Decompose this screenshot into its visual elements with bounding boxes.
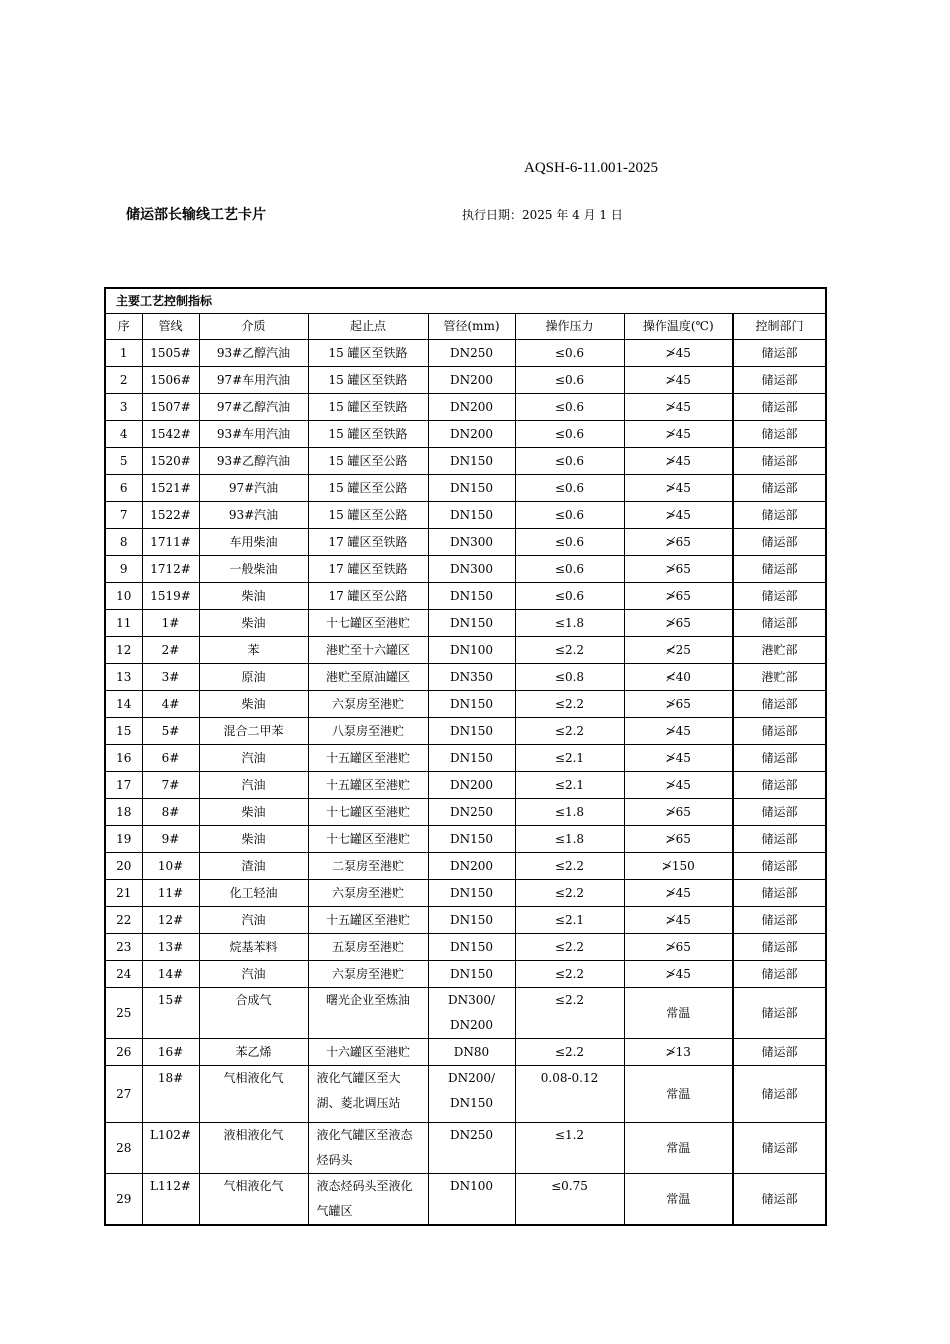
table-row	[105, 556, 826, 583]
operating-pressure: ≤2.2	[515, 691, 624, 718]
control-department: 储运部	[733, 475, 826, 502]
medium: 化工轻油	[199, 880, 308, 907]
pipeline-id: 1506#	[142, 367, 199, 394]
row-number: 10	[105, 583, 142, 610]
operating-temperature: ≯45	[624, 880, 733, 907]
route: 17 罐区至铁路	[308, 556, 428, 583]
operating-pressure: ≤2.1	[515, 907, 624, 934]
operating-temperature: ≯45	[624, 340, 733, 367]
pipeline-id: L112#	[142, 1174, 199, 1226]
control-department: 储运部	[733, 772, 826, 799]
control-department: 储运部	[733, 529, 826, 556]
row-number: 27	[105, 1066, 142, 1123]
route: 港贮至十六罐区	[308, 637, 428, 664]
operating-pressure: ≤2.1	[515, 772, 624, 799]
pipeline-id: 11#	[142, 880, 199, 907]
control-department: 储运部	[733, 610, 826, 637]
route: 15 罐区至铁路	[308, 421, 428, 448]
pipeline-id: 1520#	[142, 448, 199, 475]
pipe-diameter	[428, 1066, 515, 1123]
operating-temperature: ≯45	[624, 718, 733, 745]
route: 十五罐区至港贮	[308, 745, 428, 772]
operating-temperature: ≯45	[624, 448, 733, 475]
row-number: 19	[105, 826, 142, 853]
route: 15 罐区至公路	[308, 448, 428, 475]
row-number: 11	[105, 610, 142, 637]
medium: 烷基苯料	[199, 934, 308, 961]
operating-pressure: ≤2.2	[515, 718, 624, 745]
pipe-diameter	[428, 988, 515, 1039]
table-row	[105, 421, 826, 448]
pipeline-id: 13#	[142, 934, 199, 961]
operating-pressure: ≤1.8	[515, 826, 624, 853]
control-department: 储运部	[733, 907, 826, 934]
medium: 汽油	[199, 745, 308, 772]
operating-pressure: ≤0.6	[515, 475, 624, 502]
pipeline-id: 4#	[142, 691, 199, 718]
route: 15 罐区至公路	[308, 475, 428, 502]
column-header: 控制部门	[733, 314, 826, 340]
document-title: 储运部长输线工艺卡片	[126, 207, 266, 223]
row-number: 21	[105, 880, 142, 907]
route: 六泵房至港贮	[308, 691, 428, 718]
operating-pressure: ≤0.6	[515, 394, 624, 421]
pipeline-id: 12#	[142, 907, 199, 934]
operating-pressure: ≤1.8	[515, 610, 624, 637]
table-row	[105, 1123, 826, 1174]
control-department: 储运部	[733, 691, 826, 718]
medium: 97#车用汽油	[199, 367, 308, 394]
operating-temperature: 常温	[624, 1066, 733, 1123]
pipe-diameter: DN350	[428, 664, 515, 691]
table-row	[105, 1066, 826, 1123]
route: 曙光企业至炼油	[308, 988, 428, 1039]
control-department: 储运部	[733, 826, 826, 853]
route: 15 罐区至铁路	[308, 394, 428, 421]
column-header: 管径(mm)	[428, 314, 515, 340]
medium: 苯	[199, 637, 308, 664]
operating-temperature: ≯65	[624, 799, 733, 826]
operating-pressure: ≤1.2	[515, 1123, 624, 1174]
operating-temperature: ≯150	[624, 853, 733, 880]
row-number: 12	[105, 637, 142, 664]
column-header: 介质	[199, 314, 308, 340]
pipe-diameter: DN250	[428, 1123, 515, 1174]
table-row	[105, 502, 826, 529]
medium: 混合二甲苯	[199, 718, 308, 745]
operating-temperature: 常温	[624, 988, 733, 1039]
row-number: 24	[105, 961, 142, 988]
medium: 气相液化气	[199, 1174, 308, 1226]
operating-pressure: ≤2.2	[515, 637, 624, 664]
pipe-diameter: DN80	[428, 1039, 515, 1066]
control-department: 储运部	[733, 880, 826, 907]
pipe-diameter-line-1: DN300/	[447, 993, 496, 1007]
control-department: 储运部	[733, 448, 826, 475]
medium: 汽油	[199, 907, 308, 934]
operating-pressure: ≤0.6	[515, 448, 624, 475]
table-row	[105, 1039, 826, 1066]
pipe-diameter: DN150	[428, 448, 515, 475]
table-row	[105, 664, 826, 691]
pipeline-id: 16#	[142, 1039, 199, 1066]
pipeline-id: 2#	[142, 637, 199, 664]
pipe-diameter: DN300	[428, 529, 515, 556]
route: 17 罐区至公路	[308, 583, 428, 610]
pipeline-id: 18#	[142, 1066, 199, 1123]
pipe-diameter: DN150	[428, 745, 515, 772]
route: 液化气罐区至液态烃码头	[308, 1123, 428, 1174]
table-row	[105, 610, 826, 637]
column-header: 起止点	[308, 314, 428, 340]
pipe-diameter: DN200	[428, 394, 515, 421]
operating-temperature: ≯45	[624, 475, 733, 502]
table-row	[105, 934, 826, 961]
pipe-diameter: DN150	[428, 880, 515, 907]
pipe-diameter: DN200	[428, 421, 515, 448]
row-number: 7	[105, 502, 142, 529]
table-row	[105, 880, 826, 907]
row-number: 3	[105, 394, 142, 421]
pipe-diameter: DN150	[428, 691, 515, 718]
table-row	[105, 583, 826, 610]
medium: 柴油	[199, 691, 308, 718]
column-header: 操作温度(℃)	[624, 314, 733, 340]
route: 十七罐区至港贮	[308, 610, 428, 637]
row-number: 25	[105, 988, 142, 1039]
pipe-diameter: DN150	[428, 961, 515, 988]
pipeline-id: 5#	[142, 718, 199, 745]
process-control-table	[104, 287, 827, 1226]
row-number: 6	[105, 475, 142, 502]
execution-date: 执行日期：2025 年 4 月 1 日	[462, 208, 623, 222]
pipeline-id: L102#	[142, 1123, 199, 1174]
medium: 汽油	[199, 961, 308, 988]
row-number: 9	[105, 556, 142, 583]
pipeline-id: 1712#	[142, 556, 199, 583]
operating-pressure: ≤0.75	[515, 1174, 624, 1226]
pipe-diameter: DN150	[428, 610, 515, 637]
control-department: 储运部	[733, 583, 826, 610]
process-control-table-container	[104, 287, 825, 1226]
column-header: 操作压力	[515, 314, 624, 340]
medium: 一般柴油	[199, 556, 308, 583]
operating-temperature: ≯45	[624, 367, 733, 394]
row-number: 22	[105, 907, 142, 934]
operating-pressure: ≤2.2	[515, 880, 624, 907]
medium: 渣油	[199, 853, 308, 880]
pipe-diameter: DN150	[428, 718, 515, 745]
route: 17 罐区至铁路	[308, 529, 428, 556]
operating-pressure: ≤0.6	[515, 421, 624, 448]
operating-temperature: ≮25	[624, 637, 733, 664]
row-number: 5	[105, 448, 142, 475]
control-department: 储运部	[733, 556, 826, 583]
row-number: 14	[105, 691, 142, 718]
operating-temperature: ≯13	[624, 1039, 733, 1066]
pipeline-id: 1711#	[142, 529, 199, 556]
pipeline-id: 10#	[142, 853, 199, 880]
control-department: 储运部	[733, 718, 826, 745]
control-department: 港贮部	[733, 664, 826, 691]
operating-pressure: ≤0.6	[515, 340, 624, 367]
medium: 液相液化气	[199, 1123, 308, 1174]
control-department: 储运部	[733, 394, 826, 421]
medium: 气相液化气	[199, 1066, 308, 1123]
operating-pressure: ≤0.6	[515, 502, 624, 529]
medium: 车用柴油	[199, 529, 308, 556]
medium: 93#汽油	[199, 502, 308, 529]
medium: 93#乙醇汽油	[199, 340, 308, 367]
row-number: 4	[105, 421, 142, 448]
route: 六泵房至港贮	[308, 880, 428, 907]
table-row	[105, 745, 826, 772]
operating-temperature: 常温	[624, 1123, 733, 1174]
control-department: 储运部	[733, 367, 826, 394]
row-number: 15	[105, 718, 142, 745]
operating-temperature: ≯65	[624, 691, 733, 718]
medium: 柴油	[199, 826, 308, 853]
pipeline-id: 1507#	[142, 394, 199, 421]
operating-temperature: ≯45	[624, 502, 733, 529]
route: 15 罐区至公路	[308, 502, 428, 529]
medium: 汽油	[199, 772, 308, 799]
row-number: 26	[105, 1039, 142, 1066]
pipe-diameter-line-1: DN200/	[447, 1071, 496, 1085]
table-row	[105, 907, 826, 934]
operating-temperature: ≯65	[624, 826, 733, 853]
pipeline-id: 3#	[142, 664, 199, 691]
row-number: 23	[105, 934, 142, 961]
table-row	[105, 1174, 826, 1226]
medium: 柴油	[199, 583, 308, 610]
row-number: 2	[105, 367, 142, 394]
table-row	[105, 637, 826, 664]
row-number: 17	[105, 772, 142, 799]
operating-temperature: ≯45	[624, 772, 733, 799]
table-row	[105, 988, 826, 1039]
pipeline-id: 1542#	[142, 421, 199, 448]
operating-temperature: ≯65	[624, 556, 733, 583]
route: 十七罐区至港贮	[308, 826, 428, 853]
table-header-row	[105, 314, 826, 340]
operating-temperature: ≯45	[624, 394, 733, 421]
pipeline-id: 1505#	[142, 340, 199, 367]
control-department: 储运部	[733, 421, 826, 448]
pipe-diameter: DN150	[428, 583, 515, 610]
pipe-diameter: DN150	[428, 934, 515, 961]
table-row	[105, 799, 826, 826]
section-title: 主要工艺控制指标	[105, 288, 826, 314]
medium: 柴油	[199, 610, 308, 637]
row-number: 8	[105, 529, 142, 556]
operating-temperature: ≯45	[624, 907, 733, 934]
control-department: 储运部	[733, 961, 826, 988]
route: 十六罐区至港贮	[308, 1039, 428, 1066]
operating-temperature: ≯65	[624, 934, 733, 961]
route: 15 罐区至铁路	[308, 367, 428, 394]
route: 六泵房至港贮	[308, 961, 428, 988]
route: 十五罐区至港贮	[308, 772, 428, 799]
row-number: 1	[105, 340, 142, 367]
operating-temperature: ≯65	[624, 583, 733, 610]
pipe-diameter: DN200	[428, 367, 515, 394]
table-row	[105, 718, 826, 745]
operating-pressure: ≤2.2	[515, 988, 624, 1039]
pipe-diameter: DN200	[428, 853, 515, 880]
operating-pressure: ≤2.2	[515, 934, 624, 961]
pipe-diameter: DN150	[428, 475, 515, 502]
control-department: 储运部	[733, 1174, 826, 1226]
row-number: 28	[105, 1123, 142, 1174]
control-department: 储运部	[733, 745, 826, 772]
control-department: 储运部	[733, 853, 826, 880]
medium: 苯乙烯	[199, 1039, 308, 1066]
medium: 原油	[199, 664, 308, 691]
table-row	[105, 340, 826, 367]
control-department: 港贮部	[733, 637, 826, 664]
pipeline-id: 7#	[142, 772, 199, 799]
control-department: 储运部	[733, 988, 826, 1039]
route: 液态烃码头至液化气罐区	[308, 1174, 428, 1226]
row-number: 29	[105, 1174, 142, 1226]
route: 港贮至原油罐区	[308, 664, 428, 691]
operating-temperature: 常温	[624, 1174, 733, 1226]
medium: 97#汽油	[199, 475, 308, 502]
pipe-diameter: DN150	[428, 826, 515, 853]
row-number: 18	[105, 799, 142, 826]
pipe-diameter: DN200	[428, 772, 515, 799]
row-number: 16	[105, 745, 142, 772]
operating-pressure: ≤2.2	[515, 961, 624, 988]
pipe-diameter: DN100	[428, 1174, 515, 1226]
operating-pressure: ≤2.2	[515, 1039, 624, 1066]
route: 十七罐区至港贮	[308, 799, 428, 826]
table-row	[105, 961, 826, 988]
table-row	[105, 826, 826, 853]
operating-pressure: ≤0.6	[515, 583, 624, 610]
control-department: 储运部	[733, 934, 826, 961]
pipeline-id: 1519#	[142, 583, 199, 610]
pipeline-id: 9#	[142, 826, 199, 853]
pipe-diameter: DN100	[428, 637, 515, 664]
pipe-diameter: DN150	[428, 907, 515, 934]
pipeline-id: 8#	[142, 799, 199, 826]
route: 八泵房至港贮	[308, 718, 428, 745]
pipeline-id: 1#	[142, 610, 199, 637]
operating-pressure: ≤0.6	[515, 529, 624, 556]
pipe-diameter: DN250	[428, 340, 515, 367]
medium: 97#乙醇汽油	[199, 394, 308, 421]
table-row	[105, 853, 826, 880]
column-header: 管线	[142, 314, 199, 340]
operating-temperature: ≯45	[624, 961, 733, 988]
operating-temperature: ≯65	[624, 610, 733, 637]
medium: 合成气	[199, 988, 308, 1039]
operating-pressure: ≤0.6	[515, 556, 624, 583]
route: 液化气罐区至大湖、菱北调压站	[308, 1066, 428, 1123]
pipeline-id: 1521#	[142, 475, 199, 502]
medium: 柴油	[199, 799, 308, 826]
row-number: 20	[105, 853, 142, 880]
route: 二泵房至港贮	[308, 853, 428, 880]
operating-pressure: 0.08-0.12	[515, 1066, 624, 1123]
operating-temperature: ≯45	[624, 421, 733, 448]
pipe-diameter: DN300	[428, 556, 515, 583]
medium: 93#车用汽油	[199, 421, 308, 448]
pipeline-id: 15#	[142, 988, 199, 1039]
pipeline-id: 14#	[142, 961, 199, 988]
operating-temperature: ≯45	[624, 745, 733, 772]
operating-pressure: ≤1.8	[515, 799, 624, 826]
pipeline-id: 6#	[142, 745, 199, 772]
pipe-diameter: DN250	[428, 799, 515, 826]
operating-pressure: ≤0.6	[515, 367, 624, 394]
operating-temperature: ≮40	[624, 664, 733, 691]
pipe-diameter-line-2: DN150	[449, 1096, 494, 1110]
table-row	[105, 448, 826, 475]
route: 15 罐区至铁路	[308, 340, 428, 367]
control-department: 储运部	[733, 502, 826, 529]
operating-pressure: ≤2.2	[515, 853, 624, 880]
table-row	[105, 475, 826, 502]
table-row	[105, 394, 826, 421]
row-number: 13	[105, 664, 142, 691]
operating-pressure: ≤0.8	[515, 664, 624, 691]
control-department: 储运部	[733, 1066, 826, 1123]
table-row	[105, 772, 826, 799]
document-code: AQSH-6-11.001-2025	[524, 160, 659, 176]
control-department: 储运部	[733, 1039, 826, 1066]
pipeline-id: 1522#	[142, 502, 199, 529]
route: 五泵房至港贮	[308, 934, 428, 961]
table-row	[105, 367, 826, 394]
route: 十五罐区至港贮	[308, 907, 428, 934]
column-header: 序	[105, 314, 142, 340]
table-row	[105, 529, 826, 556]
pipe-diameter-line-2: DN200	[449, 1018, 494, 1032]
operating-pressure: ≤2.1	[515, 745, 624, 772]
operating-temperature: ≯65	[624, 529, 733, 556]
table-row	[105, 691, 826, 718]
control-department: 储运部	[733, 340, 826, 367]
control-department: 储运部	[733, 1123, 826, 1174]
medium: 93#乙醇汽油	[199, 448, 308, 475]
control-department: 储运部	[733, 799, 826, 826]
pipe-diameter: DN150	[428, 502, 515, 529]
